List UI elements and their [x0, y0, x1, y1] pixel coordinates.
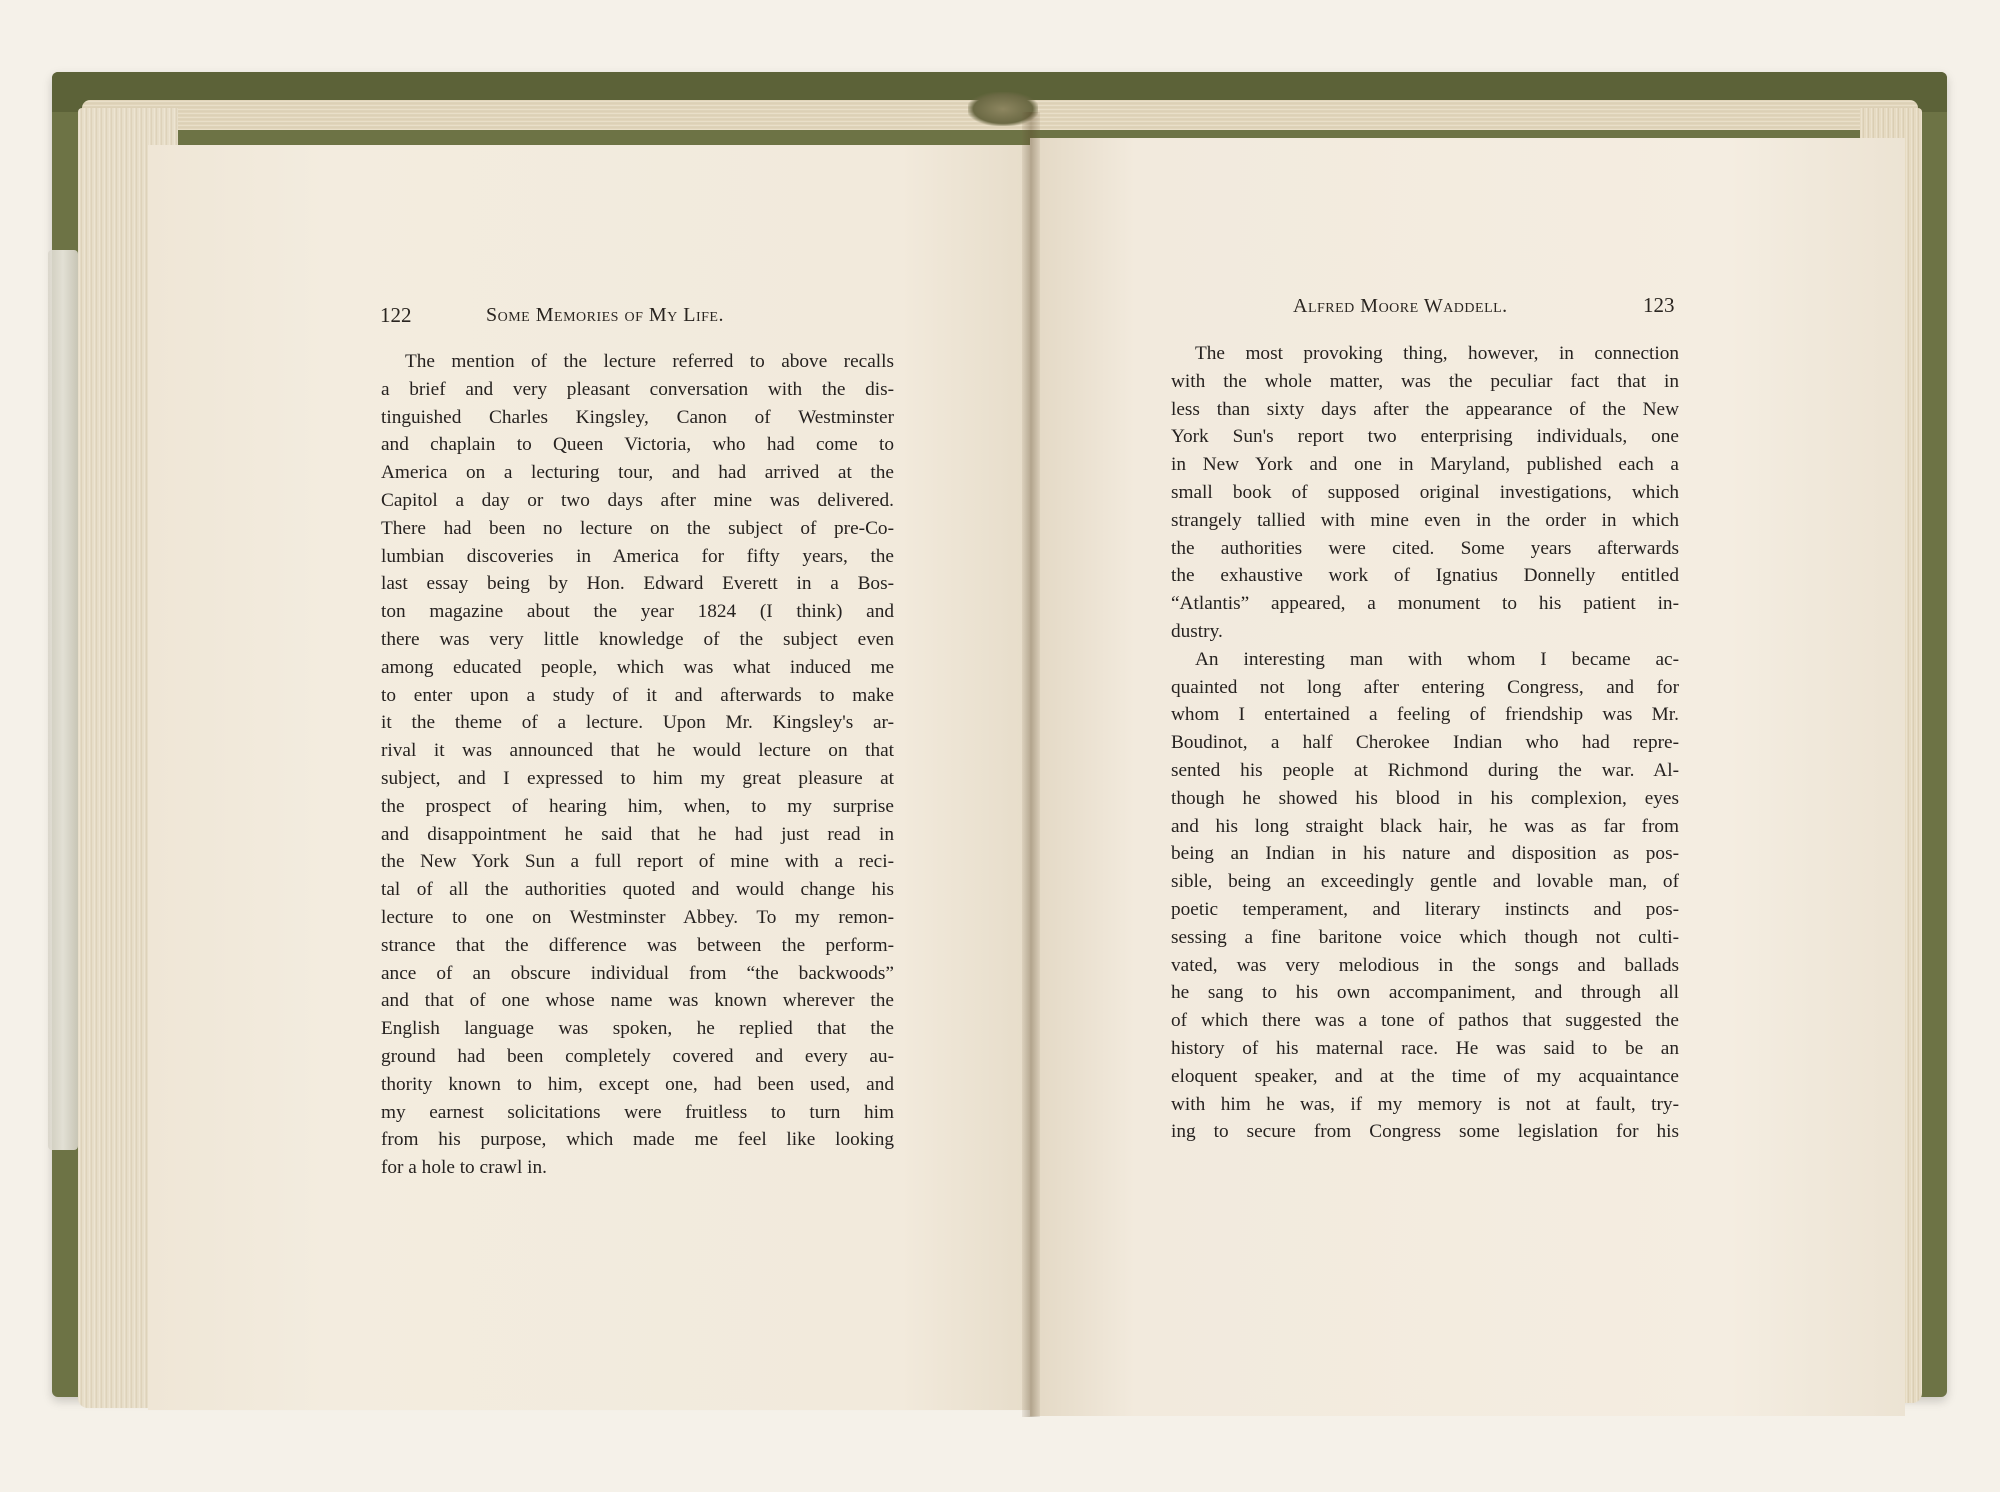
- text-line: though he showed his blood in his complexion, eyes: [1171, 787, 1679, 809]
- text-line: ton magazine about the year 1824 (I think) and: [381, 601, 894, 623]
- text-line: ing to secure from Congress some legislation for his: [1171, 1121, 1679, 1143]
- text-line: and chaplain to Queen Victoria, who had come to: [381, 434, 894, 456]
- right-page-body: [1171, 340, 1679, 1146]
- text-line: rival it was announced that he would lecture on that: [381, 740, 894, 762]
- right-running-head: Alfred Moore Waddell.: [1293, 295, 1508, 317]
- text-line: the exhaustive work of Ignatius Donnelly entitled: [1171, 565, 1679, 587]
- text-line: Boudinot, a half Cherokee Indian who had repre-: [1171, 732, 1679, 754]
- text-line: and disappointment he said that he had just read in: [381, 823, 894, 845]
- text-line: strangely tallied with mine even in the order in which: [1171, 509, 1679, 531]
- text-line: and that of one whose name was known wherever the: [381, 990, 894, 1012]
- text-line: and his long straight black hair, he was as far from: [1171, 815, 1679, 837]
- text-line: There had been no lecture on the subject of pre-Co-: [381, 517, 894, 539]
- left-page-number: 122: [380, 303, 412, 327]
- text-line: last essay being by Hon. Edward Everett in a Bos-: [381, 573, 894, 595]
- text-line: for a hole to crawl in.: [381, 1157, 547, 1179]
- text-line: thority known to him, except one, had been used, and: [381, 1073, 894, 1095]
- text-line: he sang to his own accompaniment, and through all: [1171, 982, 1679, 1004]
- left-page-body: [381, 348, 894, 1182]
- text-line: of which there was a tone of pathos that suggested the: [1171, 1010, 1679, 1032]
- text-line: less than sixty days after the appearance of the New: [1171, 398, 1679, 420]
- text-line: the New York Sun a full report of mine with a reci-: [381, 851, 894, 873]
- text-line: America on a lecturing tour, and had arrived at the: [381, 462, 894, 484]
- text-line: vated, was very melodious in the songs and ballads: [1171, 954, 1679, 976]
- text-line: subject, and I expressed to him my great pleasure at: [381, 767, 894, 789]
- left-running-head: Some Memories of My Life.: [486, 304, 724, 326]
- text-line: there was very little knowledge of the subject even: [381, 628, 894, 650]
- text-line: the prospect of hearing him, when, to my surprise: [381, 795, 894, 817]
- text-line: strance that the difference was between the perform-: [381, 934, 894, 956]
- text-line: English language was spoken, he replied that the: [381, 1018, 894, 1040]
- text-line: being an Indian in his nature and disposition as pos-: [1171, 843, 1679, 865]
- text-line: a brief and very pleasant conversation with the dis-: [381, 378, 894, 400]
- text-line: dustry.: [1171, 620, 1223, 642]
- text-line: the authorities were cited. Some years afterwards: [1171, 537, 1679, 559]
- book-gutter: [1022, 112, 1040, 1417]
- text-line: with the whole matter, was the peculiar fact that in: [1171, 370, 1679, 392]
- text-line: lumbian discoveries in America for fifty years, the: [381, 545, 894, 567]
- text-line: The most provoking thing, however, in connection: [1195, 343, 1679, 364]
- text-line: ance of an obscure individual from “the backwoods”: [381, 962, 894, 984]
- text-line: it the theme of a lecture. Upon Mr. Kingsley's ar-: [381, 712, 894, 734]
- text-line: ground had been completely covered and every au-: [381, 1045, 894, 1067]
- text-line: An interesting man with whom I became ac-: [1195, 648, 1679, 670]
- text-line: to enter upon a study of it and afterwards to make: [381, 684, 894, 706]
- text-line: sessing a fine baritone voice which though not culti-: [1171, 926, 1679, 948]
- text-line: The mention of the lecture referred to above recalls: [405, 351, 894, 372]
- text-line: lecture to one on Westminster Abbey. To my remon-: [381, 906, 894, 928]
- spine-repair-tape: [48, 250, 78, 1150]
- right-page-number: 123: [1643, 293, 1675, 317]
- text-line: sible, being an exceedingly gentle and lovable man, of: [1171, 871, 1679, 893]
- text-line: tal of all the authorities quoted and would change his: [381, 879, 894, 901]
- text-line: whom I entertained a feeling of friendship was Mr.: [1171, 704, 1679, 726]
- text-line: tinguished Charles Kingsley, Canon of Westminster: [381, 406, 894, 428]
- text-line: in New York and one in Maryland, published each a: [1171, 454, 1679, 476]
- text-line: quainted not long after entering Congress, and for: [1171, 676, 1679, 698]
- text-line: “Atlantis” appeared, a monument to his patient in-: [1171, 593, 1679, 615]
- text-line: sented his people at Richmond during the war. Al-: [1171, 759, 1679, 781]
- text-line: among educated people, which was what induced me: [381, 656, 894, 678]
- text-line: history of his maternal race. He was said to be an: [1171, 1037, 1679, 1059]
- text-line: eloquent speaker, and at the time of my acquaintance: [1171, 1065, 1679, 1087]
- text-line: small book of supposed original investigations, which: [1171, 481, 1679, 503]
- text-line: my earnest solicitations were fruitless to turn him: [381, 1101, 894, 1123]
- text-line: Capitol a day or two days after mine was delivered.: [381, 489, 894, 511]
- text-line: with him he was, if my memory is not at fault, try-: [1171, 1093, 1679, 1115]
- text-line: poetic temperament, and literary instincts and pos-: [1171, 898, 1679, 920]
- text-line: from his purpose, which made me feel like looking: [381, 1129, 894, 1151]
- text-line: York Sun's report two enterprising individuals, one: [1171, 426, 1679, 448]
